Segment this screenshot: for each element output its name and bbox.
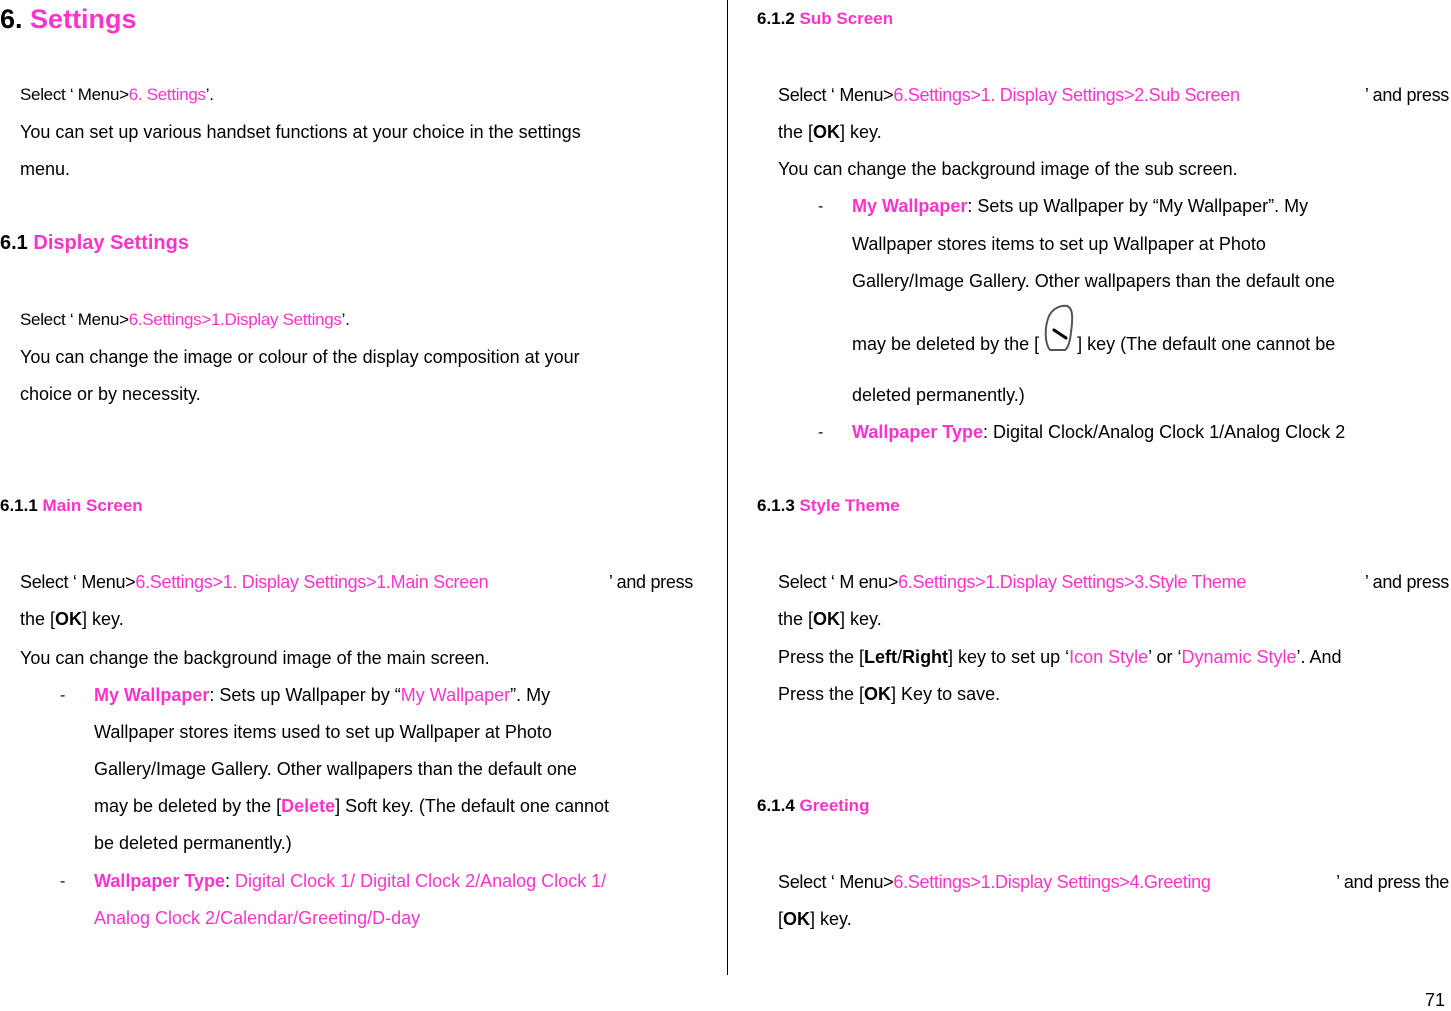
sub-wallpaper-type: Wallpaper Type: Digital Clock/Analog Clock 1/Analog Clock 2 — [852, 422, 1346, 442]
section-6-title: 6. Settings — [0, 4, 137, 34]
bullet-dash: - — [818, 424, 824, 441]
sub-my-wallpaper-line4: may be deleted by the [ ] key (The default one cannot be — [852, 304, 1335, 355]
greeting-ok-line: [OK] key. — [778, 909, 852, 929]
bullet-dash: - — [818, 198, 824, 215]
settings-intro-line1: You can set up various handset functions at your choice in the settings — [20, 122, 581, 142]
sub-screen-ok-line: the [OK] key. — [778, 122, 882, 142]
main-wallpaper-type-line1: Wallpaper Type: Digital Clock 1/ Digital Clock 2/Analog Clock 1/ — [94, 871, 607, 891]
style-theme-menu-path: Select ‘ M enu>6.Settings>1.Display Settings>3.Style Theme ’ and press — [778, 572, 1449, 592]
display-settings-desc-line2: choice or by necessity. — [20, 384, 201, 404]
main-wallpaper-type-line2: Analog Clock 2/Calendar/Greeting/D-day — [94, 908, 421, 928]
sub-screen-desc: You can change the background image of the sub screen. — [778, 159, 1238, 179]
main-my-wallpaper-line4: may be deleted by the [Delete] Soft key. (The default one cannot — [94, 796, 609, 816]
main-screen-desc: You can change the background image of the main screen. — [20, 648, 490, 668]
sub-my-wallpaper-line2: Wallpaper stores items to set up Wallpaper at Photo — [852, 234, 1266, 254]
sub-screen-menu-path: Select ‘ Menu>6.Settings>1. Display Settings>2.Sub Screen ’ and press — [778, 85, 1449, 105]
section-6-1-title: 6.1 Display Settings — [0, 232, 189, 254]
section-6-1-1-title: 6.1.1 Main Screen — [0, 496, 143, 515]
section-6-1-3-title: 6.1.3 Style Theme — [757, 496, 900, 515]
section-6-1-4-title: 6.1.4 Greeting — [757, 796, 870, 815]
display-settings-desc-line1: You can change the image or colour of the display composition at your — [20, 347, 580, 367]
settings-intro-line2: menu. — [20, 159, 71, 179]
main-my-wallpaper-line5: be deleted permanently.) — [94, 833, 292, 853]
main-my-wallpaper-line1: My Wallpaper: Sets up Wallpaper by “My Wallpaper”. My — [94, 685, 551, 705]
style-theme-save-line: Press the [OK] Key to save. — [778, 684, 1001, 704]
sub-my-wallpaper-line3: Gallery/Image Gallery. Other wallpapers than the default one — [852, 271, 1335, 291]
column-divider — [727, 0, 728, 975]
style-theme-ok-line: the [OK] key. — [778, 609, 882, 629]
sub-my-wallpaper-line1: My Wallpaper: Sets up Wallpaper by “My Wallpaper”. My — [852, 196, 1309, 216]
page-number: 71 — [1424, 990, 1445, 1010]
bullet-dash: - — [60, 687, 66, 704]
greeting-menu-path: Select ‘ Menu>6.Settings>1.Display Settings>4.Greeting ’ and press the — [778, 872, 1449, 892]
sub-my-wallpaper-line5: deleted permanently.) — [852, 385, 1025, 405]
section-6-1-2-title: 6.1.2 Sub Screen — [757, 9, 894, 28]
soft-key-icon — [1041, 304, 1075, 352]
style-theme-instructions: Press the [Left/Right] key to set up ‘Icon Style’ or ‘Dynamic Style’. And — [778, 647, 1342, 667]
main-screen-ok-line: the [OK] key. — [20, 609, 124, 629]
main-my-wallpaper-line2: Wallpaper stores items used to set up Wallpaper at Photo — [94, 722, 552, 742]
bullet-dash: - — [60, 873, 66, 890]
main-screen-menu-path: Select ‘ Menu>6.Settings>1. Display Settings>1.Main Screen ’ and press — [20, 572, 693, 592]
display-settings-menu-path: Select ‘ Menu>6.Settings>1.Display Settings’. — [20, 310, 350, 329]
settings-menu-path: Select ‘ Menu>6. Settings’. — [20, 85, 214, 104]
main-my-wallpaper-line3: Gallery/Image Gallery. Other wallpapers than the default one — [94, 759, 577, 779]
